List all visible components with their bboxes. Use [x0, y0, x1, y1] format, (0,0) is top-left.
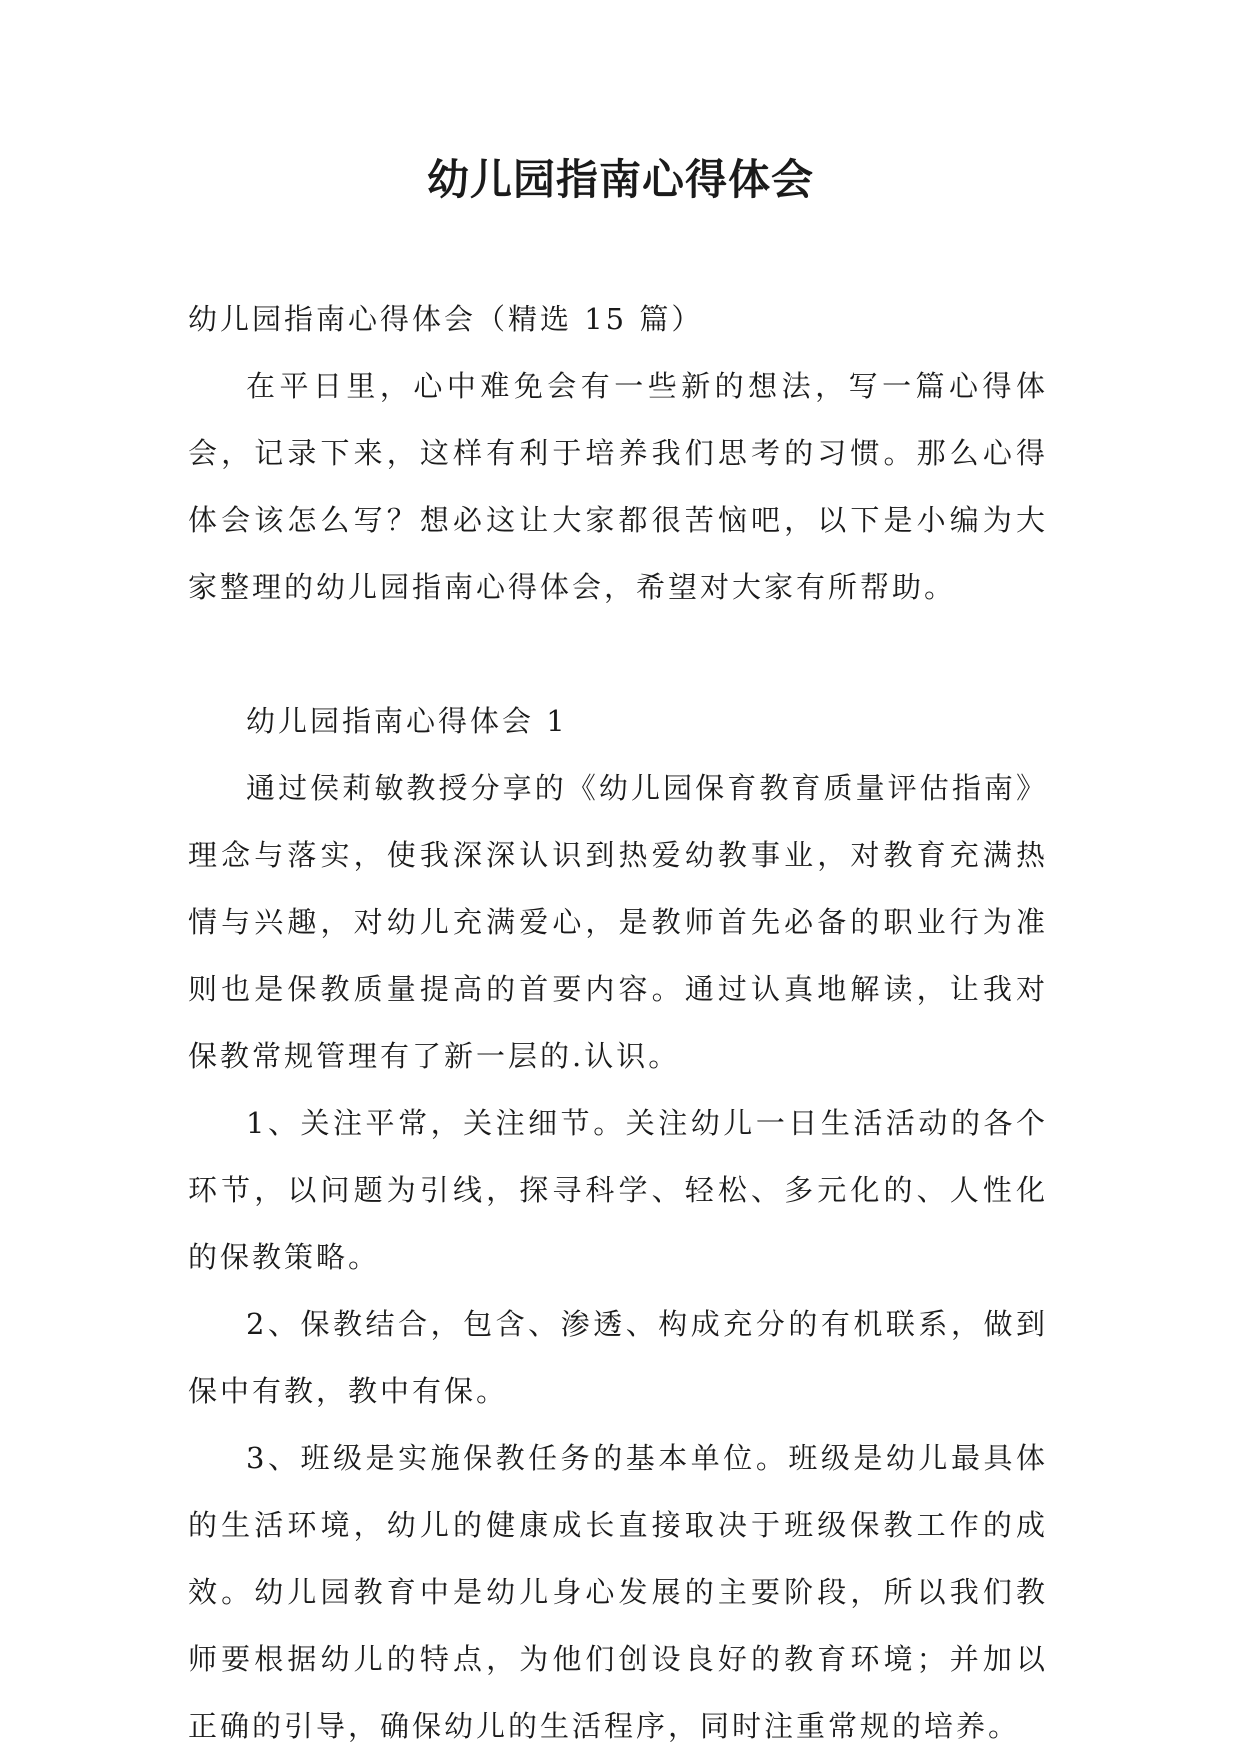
body-paragraph: 2、保教结合，包含、渗透、构成充分的有机联系，做到保中有教，教中有保。: [188, 1307, 1048, 1408]
body-paragraph: 1、关注平常，关注细节。关注幼儿一日生活活动的各个环节，以问题为引线，探寻科学、轻松、多元化的、人性化的保教策略。: [188, 1106, 1048, 1274]
body-paragraph: 通过侯莉敏教授分享的《幼儿园保育教育质量评估指南》理念与落实，使我深深认识到热爱幼教事业，对教育充满热情与兴趣，对幼儿充满爱心，是教师首先必备的职业行为准则也是保教质量提高的首要内容。通过认真地解读，让我对保教常规管理有了新一层的.认识。: [188, 771, 1048, 1073]
body-paragraph: 3、班级是实施保教任务的基本单位。班级是幼儿最具体的生活环境，幼儿的健康成长直接取决于班级保教工作的成效。幼儿园教育中是幼儿身心发展的主要阶段，所以我们教师要根据幼儿的特点，为他们创设良好的教育环境；并加以正确的引导，确保幼儿的生活程序，同时注重常规的培养。: [188, 1441, 1048, 1743]
document-subtitle: 幼儿园指南心得体会（精选 15 篇）: [188, 302, 704, 336]
document-body: [188, 286, 1048, 1760]
section-heading: 幼儿园指南心得体会 1: [246, 704, 568, 738]
document-title: 幼儿园指南心得体会: [426, 155, 814, 204]
intro-paragraph: 在平日里，心中难免会有一些新的想法，写一篇心得体会，记录下来，这样有利于培养我们思考的习惯。那么心得体会该怎么写？想必这让大家都很苦恼吧，以下是小编为大家整理的幼儿园指南心得体会，希望对大家有所帮助。: [188, 369, 1048, 604]
section-spacer: [188, 621, 1048, 688]
